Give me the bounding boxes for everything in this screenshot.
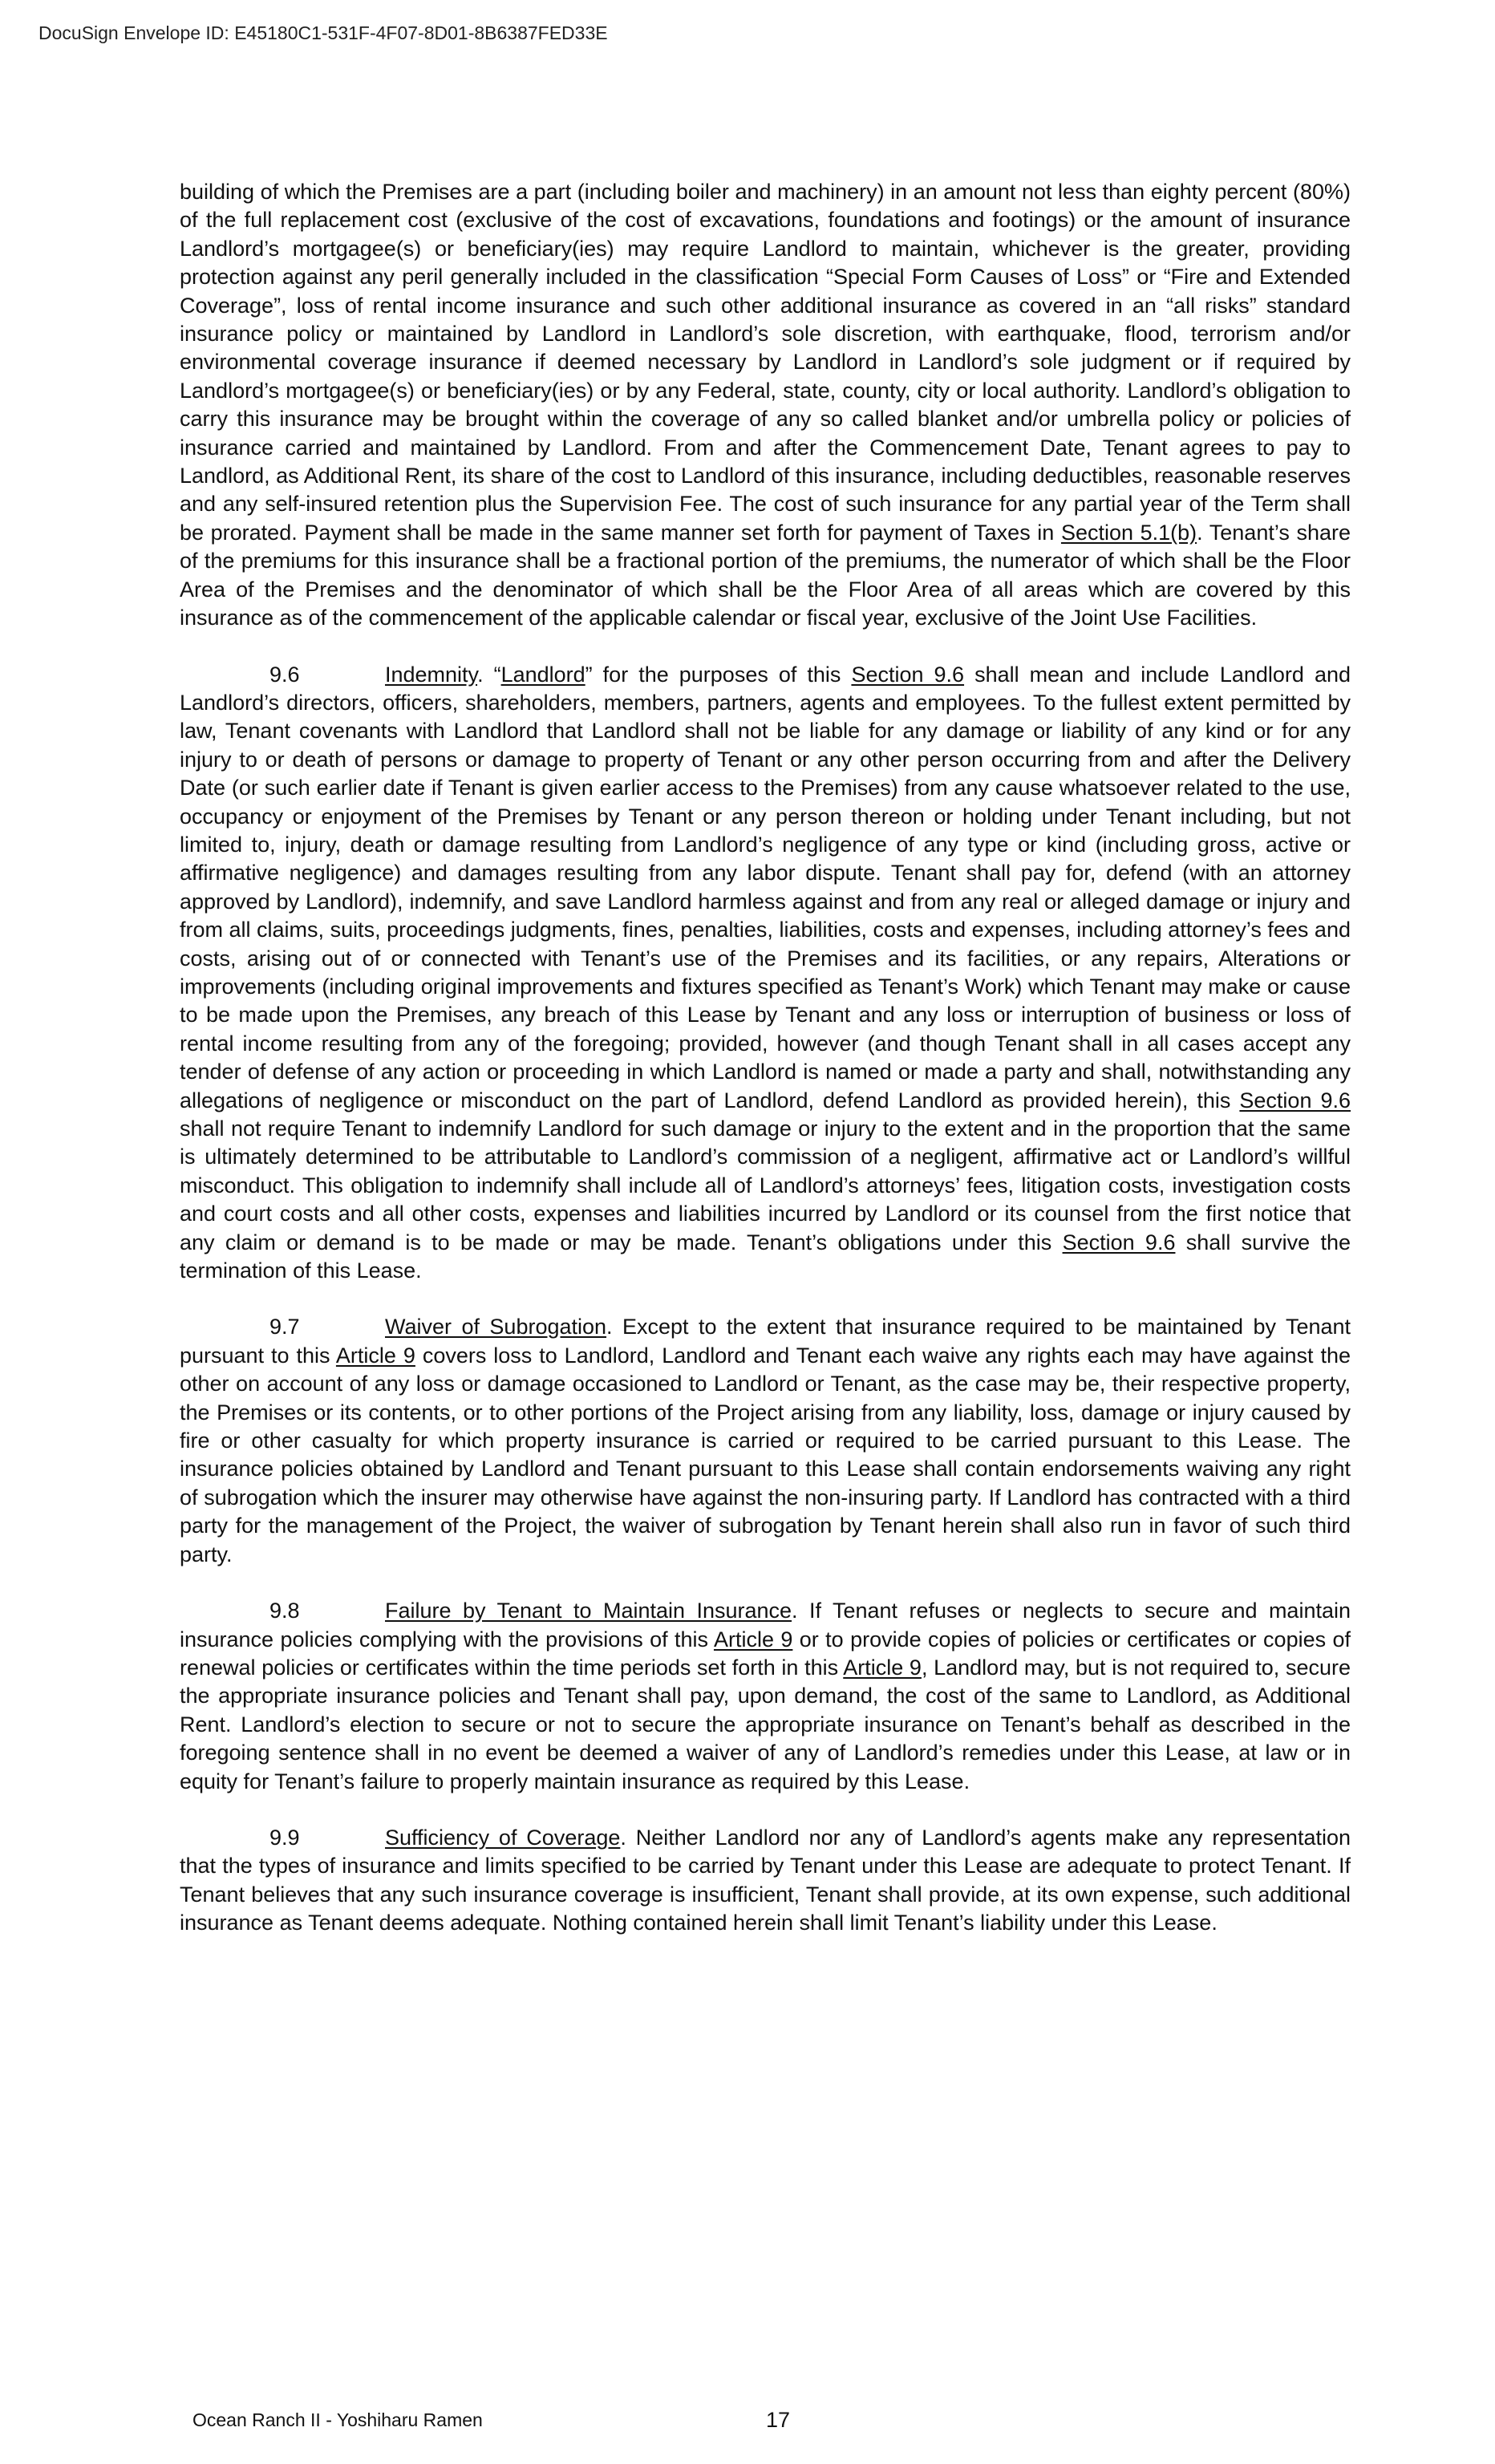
paragraph-text: . “: [477, 662, 501, 687]
paragraph-text: shall not require Tenant to indemnify Landlord for such damage or injury to the extent and in the proportion that the same is ultimately determined to be attributable to Landlord’s commission of a negligent, affirmative act or Landlord’s willful misconduct. This obligation to indemnify shall include all of Landlord’s attorneys’ fees, litigation costs, investigation costs and court costs and all other costs, expenses and liabilities incurred by Landlord or its counsel from the first notice that any claim or demand is to be made or may be made. Tenant’s obligations under this: [180, 1116, 1351, 1254]
page-number: 17: [766, 2408, 791, 2432]
section-heading: Waiver of Subrogation: [385, 1315, 607, 1339]
section-reference: Section 9.6: [1062, 1230, 1176, 1254]
section-number: 9.6: [269, 662, 300, 687]
article-reference: Article 9: [843, 1655, 922, 1680]
section-heading: Sufficiency of Coverage: [385, 1825, 621, 1850]
paragraph-text: . Tenant’s share of the premiums for this insurance shall be a fractional portion of the premiums, the numerator of which shall be the Floor Area of the Premises and the denominator of which shall be the Floor Area of all areas which are covered by this insurance as of the commencement of the applicable calendar or fiscal year, exclusive of the Joint Use Facilities.: [180, 520, 1351, 630]
section-reference: Section 9.6: [851, 662, 965, 687]
paragraph-text: ” for the purposes of this: [585, 662, 852, 687]
section-heading: Failure by Tenant to Maintain Insurance: [385, 1599, 792, 1623]
paragraph-text: shall mean and include Landlord and Landlord’s directors, officers, shareholders, members, partners, agents and employees. To the fullest extent permitted by law, Tenant covenants with Landlord that Landlord shall not be liable for any damage or liability of any kind or for any injury to or death of persons or damage to property of Tenant or any other person occurring from and after the Delivery Date (or such earlier date if Tenant is given earlier access to the Premises) from any cause whatsoever related to the use, occupancy or enjoyment of the Premises by Tenant or any person thereon or holding under Tenant including, but not limited to, injury, death or damage resulting from Landlord’s negligence of any type or kind (including gross, active or affirmative negligence) and damages resulting from any labor dispute. Tenant shall pay for, defend (with an attorney approved by Landlord), indemnify, and save Landlord harmless against and from any real or alleged damage or injury and from all claims, suits, proceedings judgments, fines, penalties, liabilities, costs and expenses, including attorney’s fees and costs, arising out of or connected with Tenant’s use of the Premises and its facilities, or any repairs, Alterations or improvements (including original improvements and fixtures specified as Tenant’s Work) which Tenant may make or cause to be made upon the Premises, any breach of this Lease by Tenant and any loss or interruption of business or loss of rental income resulting from any of the foregoing; provided, however (and though Tenant shall in all cases accept any tender of defense of any action or proceeding in which Landlord is named or made a party and shall, notwithstanding any allegations of negligence or misconduct on the part of Landlord, defend Landlord as provided herein), this: [180, 662, 1351, 1112]
section-9-9: [180, 1824, 1351, 1938]
section-9-7: [180, 1313, 1351, 1569]
paragraph-text: . If Tenant refuses or neglects to secure and maintain insurance policies complying with the provisions of this: [180, 1599, 1351, 1651]
section-9-8: [180, 1597, 1351, 1796]
paragraph-text: . Except to the extent that insurance required to be maintained by Tenant pursuant to this: [180, 1315, 1351, 1368]
section-9-6: [180, 661, 1351, 1286]
article-reference: Article 9: [335, 1343, 415, 1368]
section-number: 9.9: [269, 1825, 300, 1850]
paragraph-text: . Neither Landlord nor any of Landlord’s agents make any representation that the types of insurance and limits specified to be carried by Tenant under this Lease are adequate to protect Tenant. If Tenant believes that any such insurance coverage is insufficient, Tenant shall provide, at its own expense, such additional insurance as Tenant deems adequate. Nothing contained herein shall limit Tenant’s liability under this Lease.: [180, 1825, 1351, 1935]
section-reference: Section 5.1(b): [1060, 520, 1197, 545]
docusign-envelope-id: DocuSign Envelope ID: E45180C1-531F-4F07-8D01-8B6387FED33E: [38, 22, 608, 43]
paragraph-text: shall survive the termination of this Lease.: [180, 1230, 1351, 1283]
defined-term: Landlord: [500, 662, 585, 687]
footer-document-name: Ocean Ranch II - Yoshiharu Ramen: [192, 2409, 483, 2430]
section-reference: Section 9.6: [1239, 1088, 1351, 1112]
section-number: 9.8: [269, 1599, 300, 1623]
paragraph-text: , Landlord may, but is not required to, secure the appropriate insurance policies and Tenant shall pay, upon demand, the cost of the same to Landlord, as Additional Rent. Landlord’s election to secure or not to secure the appropriate insurance on Tenant’s behalf as described in the foregoing sentence shall in no event be deemed a waiver of any of Landlord’s remedies under this Lease, at law or in equity for Tenant’s failure to properly maintain insurance as required by this Lease.: [180, 1655, 1351, 1793]
paragraph-insurance-continued: [180, 178, 1351, 633]
paragraph-text: or to provide copies of policies or certificates or copies of renewal policies or certificates within the time periods set forth in this: [180, 1627, 1351, 1680]
section-number: 9.7: [269, 1315, 300, 1339]
document-body: [180, 178, 1351, 1966]
paragraph-text: building of which the Premises are a part (including boiler and machinery) in an amount not less than eighty percent (80%) of the full replacement cost (exclusive of the cost of excavations, foundations and footings) or the amount of insurance Landlord’s mortgagee(s) or beneficiary(ies) may require Landlord to maintain, whichever is the greater, providing protection against any peril generally included in the classification “Special Form Causes of Loss” or “Fire and Extended Coverage”, loss of rental income insurance and such other additional insurance as covered in an “all risks” standard insurance policy or maintained by Landlord in Landlord’s sole discretion, with earthquake, flood, terrorism and/or environmental coverage insurance if deemed necessary by Landlord in Landlord’s sole judgment or if required by Landlord’s mortgagee(s) or beneficiary(ies) or by any Federal, state, county, city or local authority. Landlord’s obligation to carry this insurance may be brought within the coverage of any so called blanket and/or umbrella policy or policies of insurance carried and maintained by Landlord. From and after the Commencement Date, Tenant agrees to pay to Landlord, as Additional Rent, its share of the cost to Landlord of this insurance, including deductibles, reasonable reserves and any self-insured retention plus the Supervision Fee. The cost of such insurance for any partial year of the Term shall be prorated. Payment shall be made in the same manner set forth for payment of Taxes in: [180, 180, 1351, 545]
article-reference: Article 9: [713, 1627, 793, 1651]
section-heading: Indemnity: [385, 662, 478, 687]
paragraph-text: covers loss to Landlord, Landlord and Tenant each waive any rights each may have against the other on account of any loss or damage occasioned to Landlord or Tenant, as the case may be, their respective property, the Premises or its contents, or to other portions of the Project arising from any liability, loss, damage or injury caused by fire or other casualty for which property insurance is carried or required to be carried pursuant to this Lease. The insurance policies obtained by Landlord and Tenant pursuant to this Lease shall contain endorsements waiving any right of subrogation which the insurer may otherwise have against the non-insuring party. If Landlord has contracted with a third party for the management of the Project, the waiver of subrogation by Tenant herein shall also run in favor of such third party.: [180, 1343, 1351, 1566]
